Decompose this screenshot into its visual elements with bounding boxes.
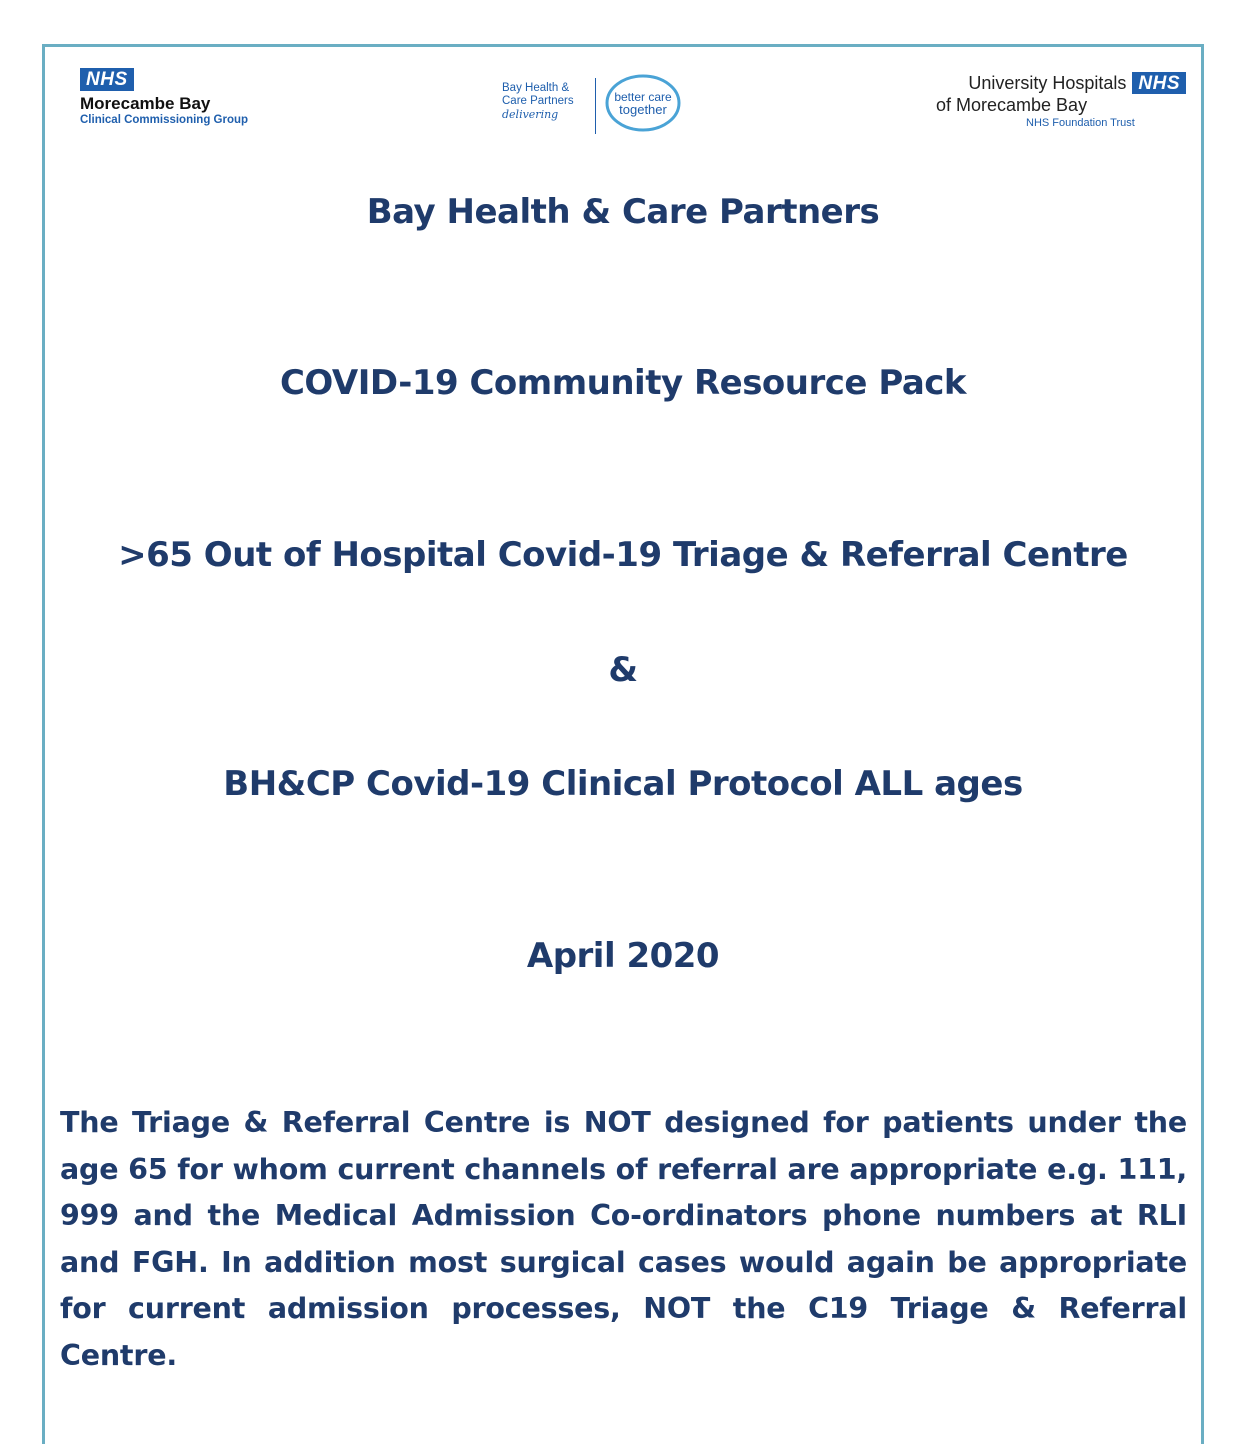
uhmb-title-row xyxy=(926,72,1186,94)
ampersand-heading: & xyxy=(608,650,638,690)
nhs-badge: NHS xyxy=(80,68,134,91)
better-care-together-emblem xyxy=(603,72,683,132)
emblem-text-1: better care xyxy=(614,90,672,104)
bhcp-line1: Bay Health & xyxy=(502,82,570,94)
partners-heading: Bay Health & Care Partners xyxy=(366,192,880,232)
notice-paragraph: The Triage & Referral Centre is NOT designed for patients under the age 65 for whom current channels of referral are appropriate e.g. 111, 999 and the Medical Admission Co-ordinators phone numbers at RLI and FGH. In addition most surgical cases would again be appropriate for current admission processes, NOT the C19 Triage & Referral Centre. xyxy=(60,1106,1187,1372)
pack-heading: COVID-19 Community Resource Pack xyxy=(279,363,967,403)
bhcp-logo xyxy=(497,70,695,136)
morecambe-bay-ccg-logo xyxy=(80,68,280,127)
nhs-badge: NHS xyxy=(1132,72,1186,94)
ccg-name: Morecambe Bay xyxy=(80,94,211,113)
uhmb-logo xyxy=(926,72,1186,130)
triage-heading: >65 Out of Hospital Covid-19 Triage & Referral Centre xyxy=(118,535,1128,575)
uhmb-trust: NHS Foundation Trust xyxy=(1026,117,1135,129)
date-heading: April 2020 xyxy=(526,936,720,976)
uhmb-name: University Hospitals xyxy=(968,73,1127,93)
bhcp-delivering: delivering xyxy=(502,108,559,121)
emblem-text-2: together xyxy=(619,102,667,117)
bhcp-line2: Care Partners xyxy=(502,95,574,107)
bhcp-divider xyxy=(595,78,596,134)
uhmb-subname: of Morecambe Bay xyxy=(936,95,1088,115)
protocol-heading: BH&CP Covid-19 Clinical Protocol ALL ages xyxy=(223,764,1023,804)
ccg-subtitle: Clinical Commissioning Group xyxy=(80,114,249,126)
bhcp-wordmark xyxy=(502,82,574,121)
